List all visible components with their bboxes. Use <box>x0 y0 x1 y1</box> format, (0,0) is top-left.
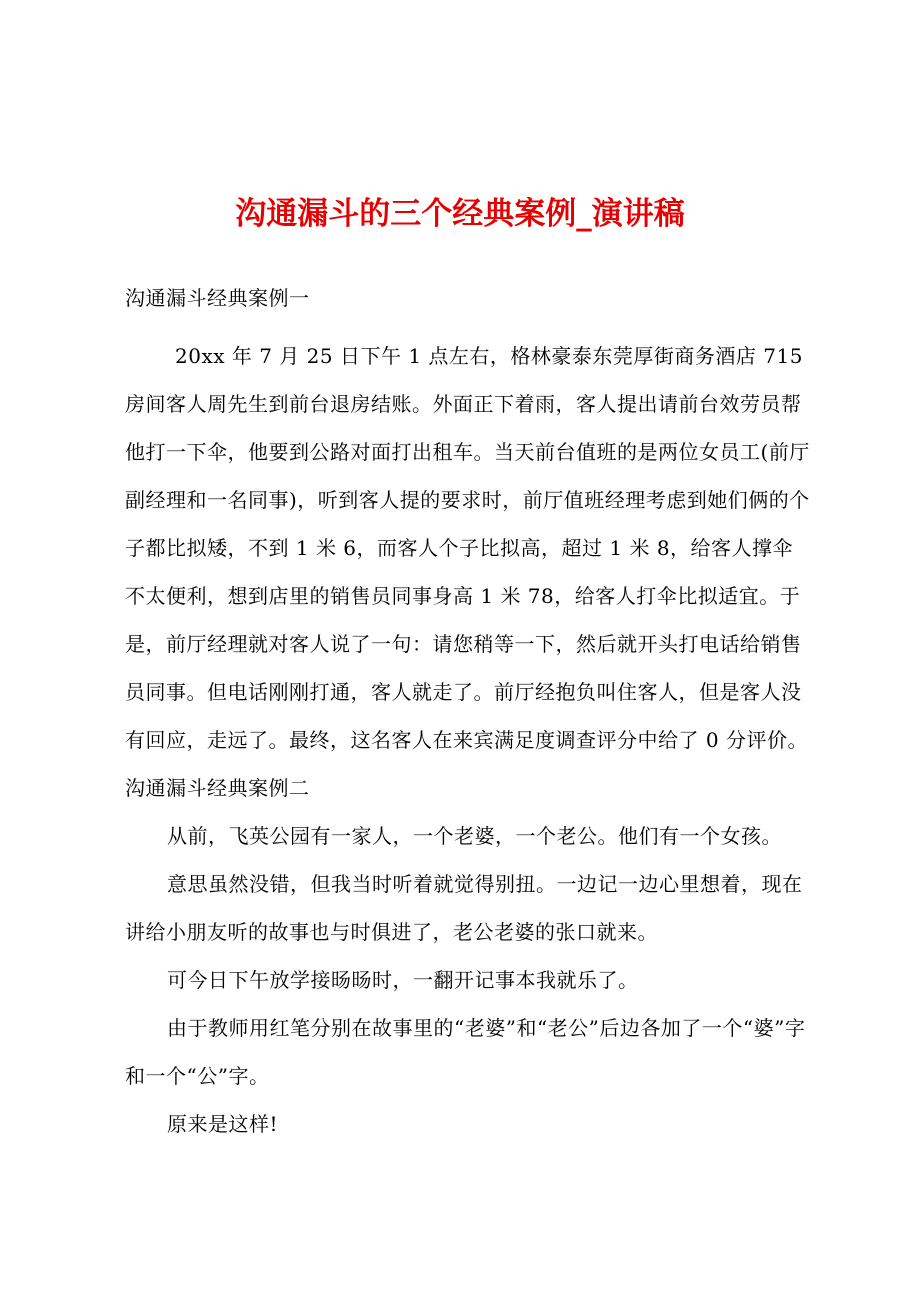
paragraph-reflection: 意思虽然没错，但我当时听着就觉得别扭。一边记一边心里想着，现在讲给小朋友听的故事也与时俱进了，老公老婆的张口就来。 <box>125 872 803 944</box>
document-title: 沟通漏斗的三个经典案例_演讲稿 <box>235 196 685 232</box>
paragraph-case-one: 20xx 年 7 月 25 日下午 1 点左右，格林豪泰东莞厚街商务酒店 715 房间客人周先生到前台退房结账。外面正下着雨，客人提出请前台效劳员帮他打一下伞，他要到公路对面打出租车。当天前台值班的是两位女员工(前厅副经理和一名同事)，听到客人提的要求时，前厅值班经理考虑到她们俩的个子都比拟矮，不到 1 米 6，而客人个子比拟高，超过 1 米 8，给客人撑伞不太便利，想到店里的销售员同事身高 1 米 78，给客人打伞比拟适宜。于是，前厅经理就对客人说了一句：请您稍等一下，然后就开头打电话给销售员同事。但电话刚刚打通，客人就走了。前厅经抱负叫住客人，但是客人没有回应，走远了。最终，这名客人在来宾满足度调查评分中给了 0 分评价。 沟通漏斗经典案例二 <box>125 344 810 800</box>
paragraph-story-intro: 从前，飞英公园有一家人，一个老婆，一个老公。他们有一个女孩。 <box>167 824 782 848</box>
paragraph-teacher-correction: 由于教师用红笔分别在故事里的“老婆”和“老公”后边各加了一个“婆”字和一个“公”字。 <box>125 1016 806 1088</box>
paragraph-conclusion: 原来是这样! <box>167 1112 279 1136</box>
section-heading: 沟通漏斗经典案例一 <box>125 286 310 310</box>
paragraph-afternoon: 可今日下午放学接旸旸时，一翻开记事本我就乐了。 <box>167 968 639 992</box>
